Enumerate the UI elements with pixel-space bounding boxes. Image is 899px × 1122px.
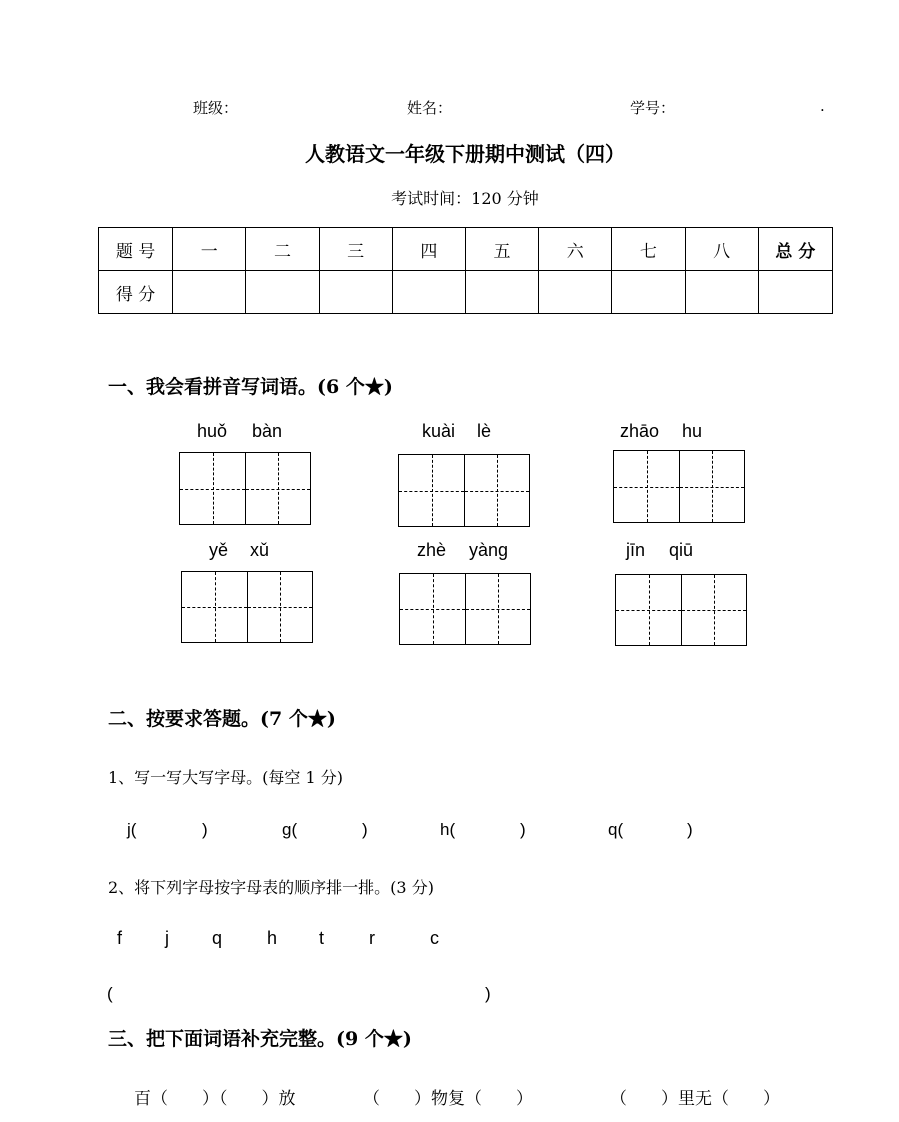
writing-grid[interactable] bbox=[399, 573, 531, 645]
score-cell[interactable] bbox=[392, 271, 465, 314]
score-cell[interactable] bbox=[319, 271, 392, 314]
writing-grid[interactable] bbox=[181, 571, 313, 643]
close-paren: ) bbox=[202, 820, 208, 839]
uppercase-blank-label: q( bbox=[608, 820, 624, 839]
pinyin-syllable: xǔ bbox=[250, 540, 270, 560]
close-paren: ) bbox=[362, 820, 368, 839]
table-header-cell: 四 bbox=[392, 228, 465, 271]
name-label: 姓名： bbox=[407, 99, 453, 117]
letter-item: q bbox=[212, 928, 223, 948]
table-row-scores bbox=[99, 271, 833, 314]
table-header-cell: 七 bbox=[612, 228, 685, 271]
pinyin-syllable: bàn bbox=[252, 421, 283, 441]
class-label: 班级： bbox=[193, 99, 239, 117]
score-cell[interactable] bbox=[465, 271, 538, 314]
idiom-item: （ ）物复（ ） bbox=[363, 1089, 533, 1109]
table-row-label: 得 分 bbox=[99, 271, 173, 314]
answer-close-paren: ) bbox=[485, 984, 491, 1003]
section2-heading: 二、按要求答题。(7 个★) bbox=[108, 708, 336, 730]
score-cell[interactable] bbox=[539, 271, 612, 314]
pinyin-syllable: jīn bbox=[626, 540, 646, 560]
idiom-item: （ ）里无（ ） bbox=[610, 1089, 780, 1109]
uppercase-blank-label: j( bbox=[127, 820, 137, 839]
writing-grid[interactable] bbox=[179, 452, 311, 525]
pinyin-syllable: zhè bbox=[417, 540, 447, 560]
idiom-item: 百（ ）（ ）放 bbox=[134, 1089, 296, 1109]
score-cell[interactable] bbox=[685, 271, 758, 314]
header-end-dot: . bbox=[820, 97, 825, 115]
uppercase-blank-label: g( bbox=[282, 820, 298, 839]
table-header-cell: 五 bbox=[465, 228, 538, 271]
score-cell[interactable] bbox=[246, 271, 319, 314]
letter-item: t bbox=[319, 928, 325, 948]
letter-item: r bbox=[369, 928, 375, 948]
pinyin-syllable: qiū bbox=[669, 540, 694, 560]
section1-heading: 一、我会看拼音写词语。(6 个★) bbox=[108, 376, 393, 398]
page-title: 人教语文一年级下册期中测试（四） bbox=[305, 142, 625, 166]
pinyin-syllable: huǒ bbox=[197, 421, 228, 441]
writing-grid[interactable] bbox=[615, 574, 747, 646]
pinyin-syllable: lè bbox=[477, 421, 492, 441]
table-header-cell: 二 bbox=[246, 228, 319, 271]
table-header-total: 总 分 bbox=[758, 228, 832, 271]
table-header-cell: 一 bbox=[173, 228, 246, 271]
table-header-cell: 八 bbox=[685, 228, 758, 271]
pinyin-syllable: kuài bbox=[422, 421, 456, 441]
table-header-cell: 三 bbox=[319, 228, 392, 271]
exam-duration: 考试时间：120 分钟 bbox=[391, 189, 539, 208]
letter-item: c bbox=[430, 928, 439, 948]
close-paren: ) bbox=[520, 820, 526, 839]
letter-item: h bbox=[267, 928, 278, 948]
answer-open-paren: ( bbox=[107, 984, 113, 1003]
table-header-cell: 题 号 bbox=[99, 228, 173, 271]
score-cell[interactable] bbox=[758, 271, 832, 314]
close-paren: ) bbox=[687, 820, 693, 839]
score-cell[interactable] bbox=[173, 271, 246, 314]
pinyin-syllable: yàng bbox=[469, 540, 509, 560]
writing-grid[interactable] bbox=[613, 450, 745, 523]
pinyin-syllable: hu bbox=[682, 421, 703, 441]
uppercase-blank-label: h( bbox=[440, 820, 456, 839]
score-cell[interactable] bbox=[612, 271, 685, 314]
letter-item: f bbox=[117, 928, 123, 948]
section3-heading: 三、把下面词语补充完整。(9 个★) bbox=[108, 1028, 412, 1050]
question-1: 1、写一写大写字母。(每空 1 分) bbox=[108, 768, 344, 787]
question-2: 2、将下列字母按字母表的顺序排一排。(3 分) bbox=[108, 878, 434, 897]
pinyin-syllable: yě bbox=[209, 540, 229, 560]
table-row-question-numbers bbox=[99, 228, 833, 271]
letter-item: j bbox=[165, 928, 169, 948]
table-header-cell: 六 bbox=[539, 228, 612, 271]
writing-grid[interactable] bbox=[398, 454, 530, 527]
student-id-label: 学号： bbox=[630, 99, 676, 117]
score-table bbox=[98, 227, 833, 314]
pinyin-syllable: zhāo bbox=[620, 421, 660, 441]
